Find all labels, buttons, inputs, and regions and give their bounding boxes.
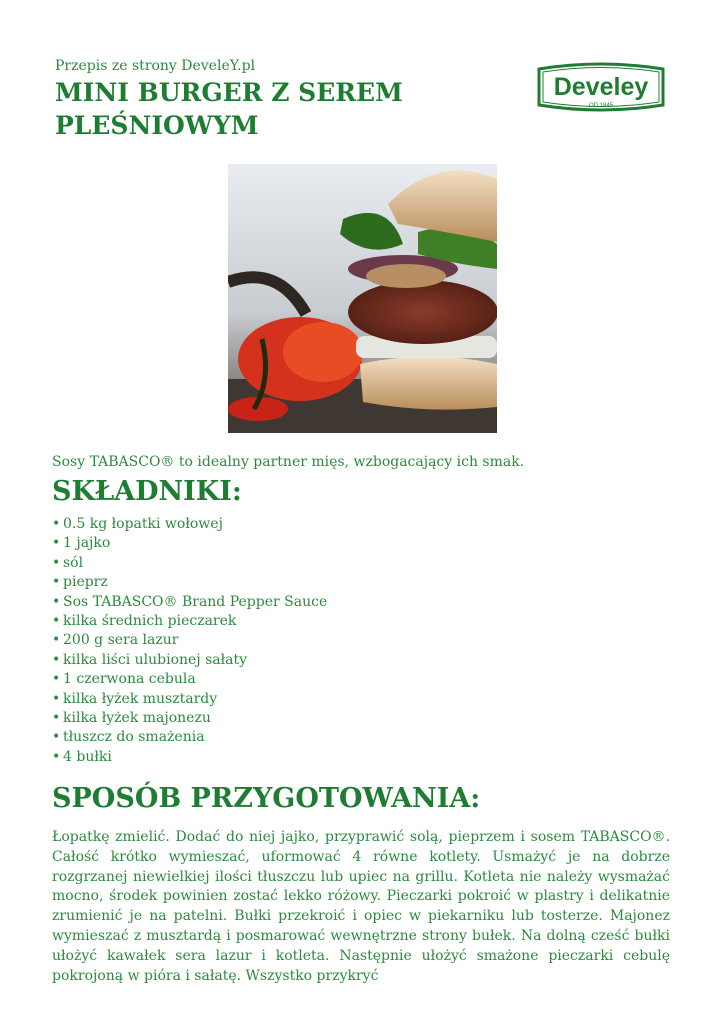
bullet: • bbox=[52, 516, 61, 532]
bullet: • bbox=[52, 535, 61, 552]
ingredient-item: • tłuszcz do smażenia bbox=[52, 728, 327, 747]
ingredients-heading: SKŁADNIKI: bbox=[52, 476, 242, 507]
ingredient-item: • 4 bułki bbox=[52, 748, 327, 767]
ingredient-item: • kilka łyżek majonezu bbox=[52, 709, 327, 728]
bullet: • bbox=[52, 709, 61, 726]
bullet: • bbox=[52, 612, 61, 629]
ingredient-item: • 1 jajko bbox=[52, 534, 327, 553]
svg-text:OD 1845: OD 1845 bbox=[588, 103, 614, 109]
recipe-title: MINI BURGER Z SEREM PLEŚNIOWYM bbox=[55, 78, 403, 140]
ingredient-item: • 200 g sera lazur bbox=[52, 631, 327, 650]
ingredient-item: • kilka łyżek musztardy bbox=[52, 690, 327, 709]
bullet: • bbox=[52, 729, 61, 746]
bullet: • bbox=[52, 748, 61, 765]
bullet: • bbox=[52, 632, 61, 649]
ingredient-item: • 0.5 kg łopatki wołowej bbox=[52, 515, 327, 534]
bullet: • bbox=[52, 651, 61, 668]
bullet: • bbox=[52, 554, 61, 571]
ingredient-item: • kilka liści ulubionej sałaty bbox=[52, 651, 327, 670]
bullet: • bbox=[52, 593, 61, 610]
develey-logo bbox=[533, 61, 669, 119]
method-text: Łopatkę zmielić. Dodać do niej jajko, przyprawić solą, pieprzem i sosem TABASCO®. Całość krótko wymieszać, uformować 4 równe kotlety. Usmażyć je na dobrze rozgrzanej niewielkiej ilości tłuszczu lub upiec na grillu. Kotleta nie należy wysmażać mocno, środek powinien zostać lekko różowy. Pieczarki pokroić w plastry i delikatnie zrumienić je na patelni. Bułki przekroić i opiec w piekarniku lub tosterze. Majonez wymieszać z musztardą i posmarować wewnętrzne strony bułek. Na dolną cześć bułki ułożyć kawałek sera lazur i kotleta. Następnie ułożyć smażone pieczarki cebulę pokrojoną w pióra i sałatę. Wszystko przykryć bbox=[52, 829, 670, 984]
ingredient-item: • Sos TABASCO® Brand Pepper Sauce bbox=[52, 593, 327, 612]
ingredient-item: • 1 czerwona cebula bbox=[52, 670, 327, 689]
burger-photo bbox=[228, 164, 497, 433]
method-heading: SPOSÓB PRZYGOTOWANIA: bbox=[52, 783, 481, 814]
source-line: Przepis ze strony DeveleY.pl bbox=[55, 58, 256, 74]
bullet: • bbox=[52, 690, 61, 707]
bullet: • bbox=[52, 574, 61, 591]
svg-text:Develey: Develey bbox=[553, 73, 649, 101]
intro-text: Sosy TABASCO® to idealny partner mięs, wzbogacający ich smak. bbox=[52, 454, 525, 470]
ingredients-list bbox=[52, 515, 327, 767]
ingredient-item: • sól bbox=[52, 554, 327, 573]
bullet: • bbox=[52, 671, 61, 688]
ingredient-item: • pieprz bbox=[52, 573, 327, 592]
ingredient-item: • kilka średnich pieczarek bbox=[52, 612, 327, 631]
